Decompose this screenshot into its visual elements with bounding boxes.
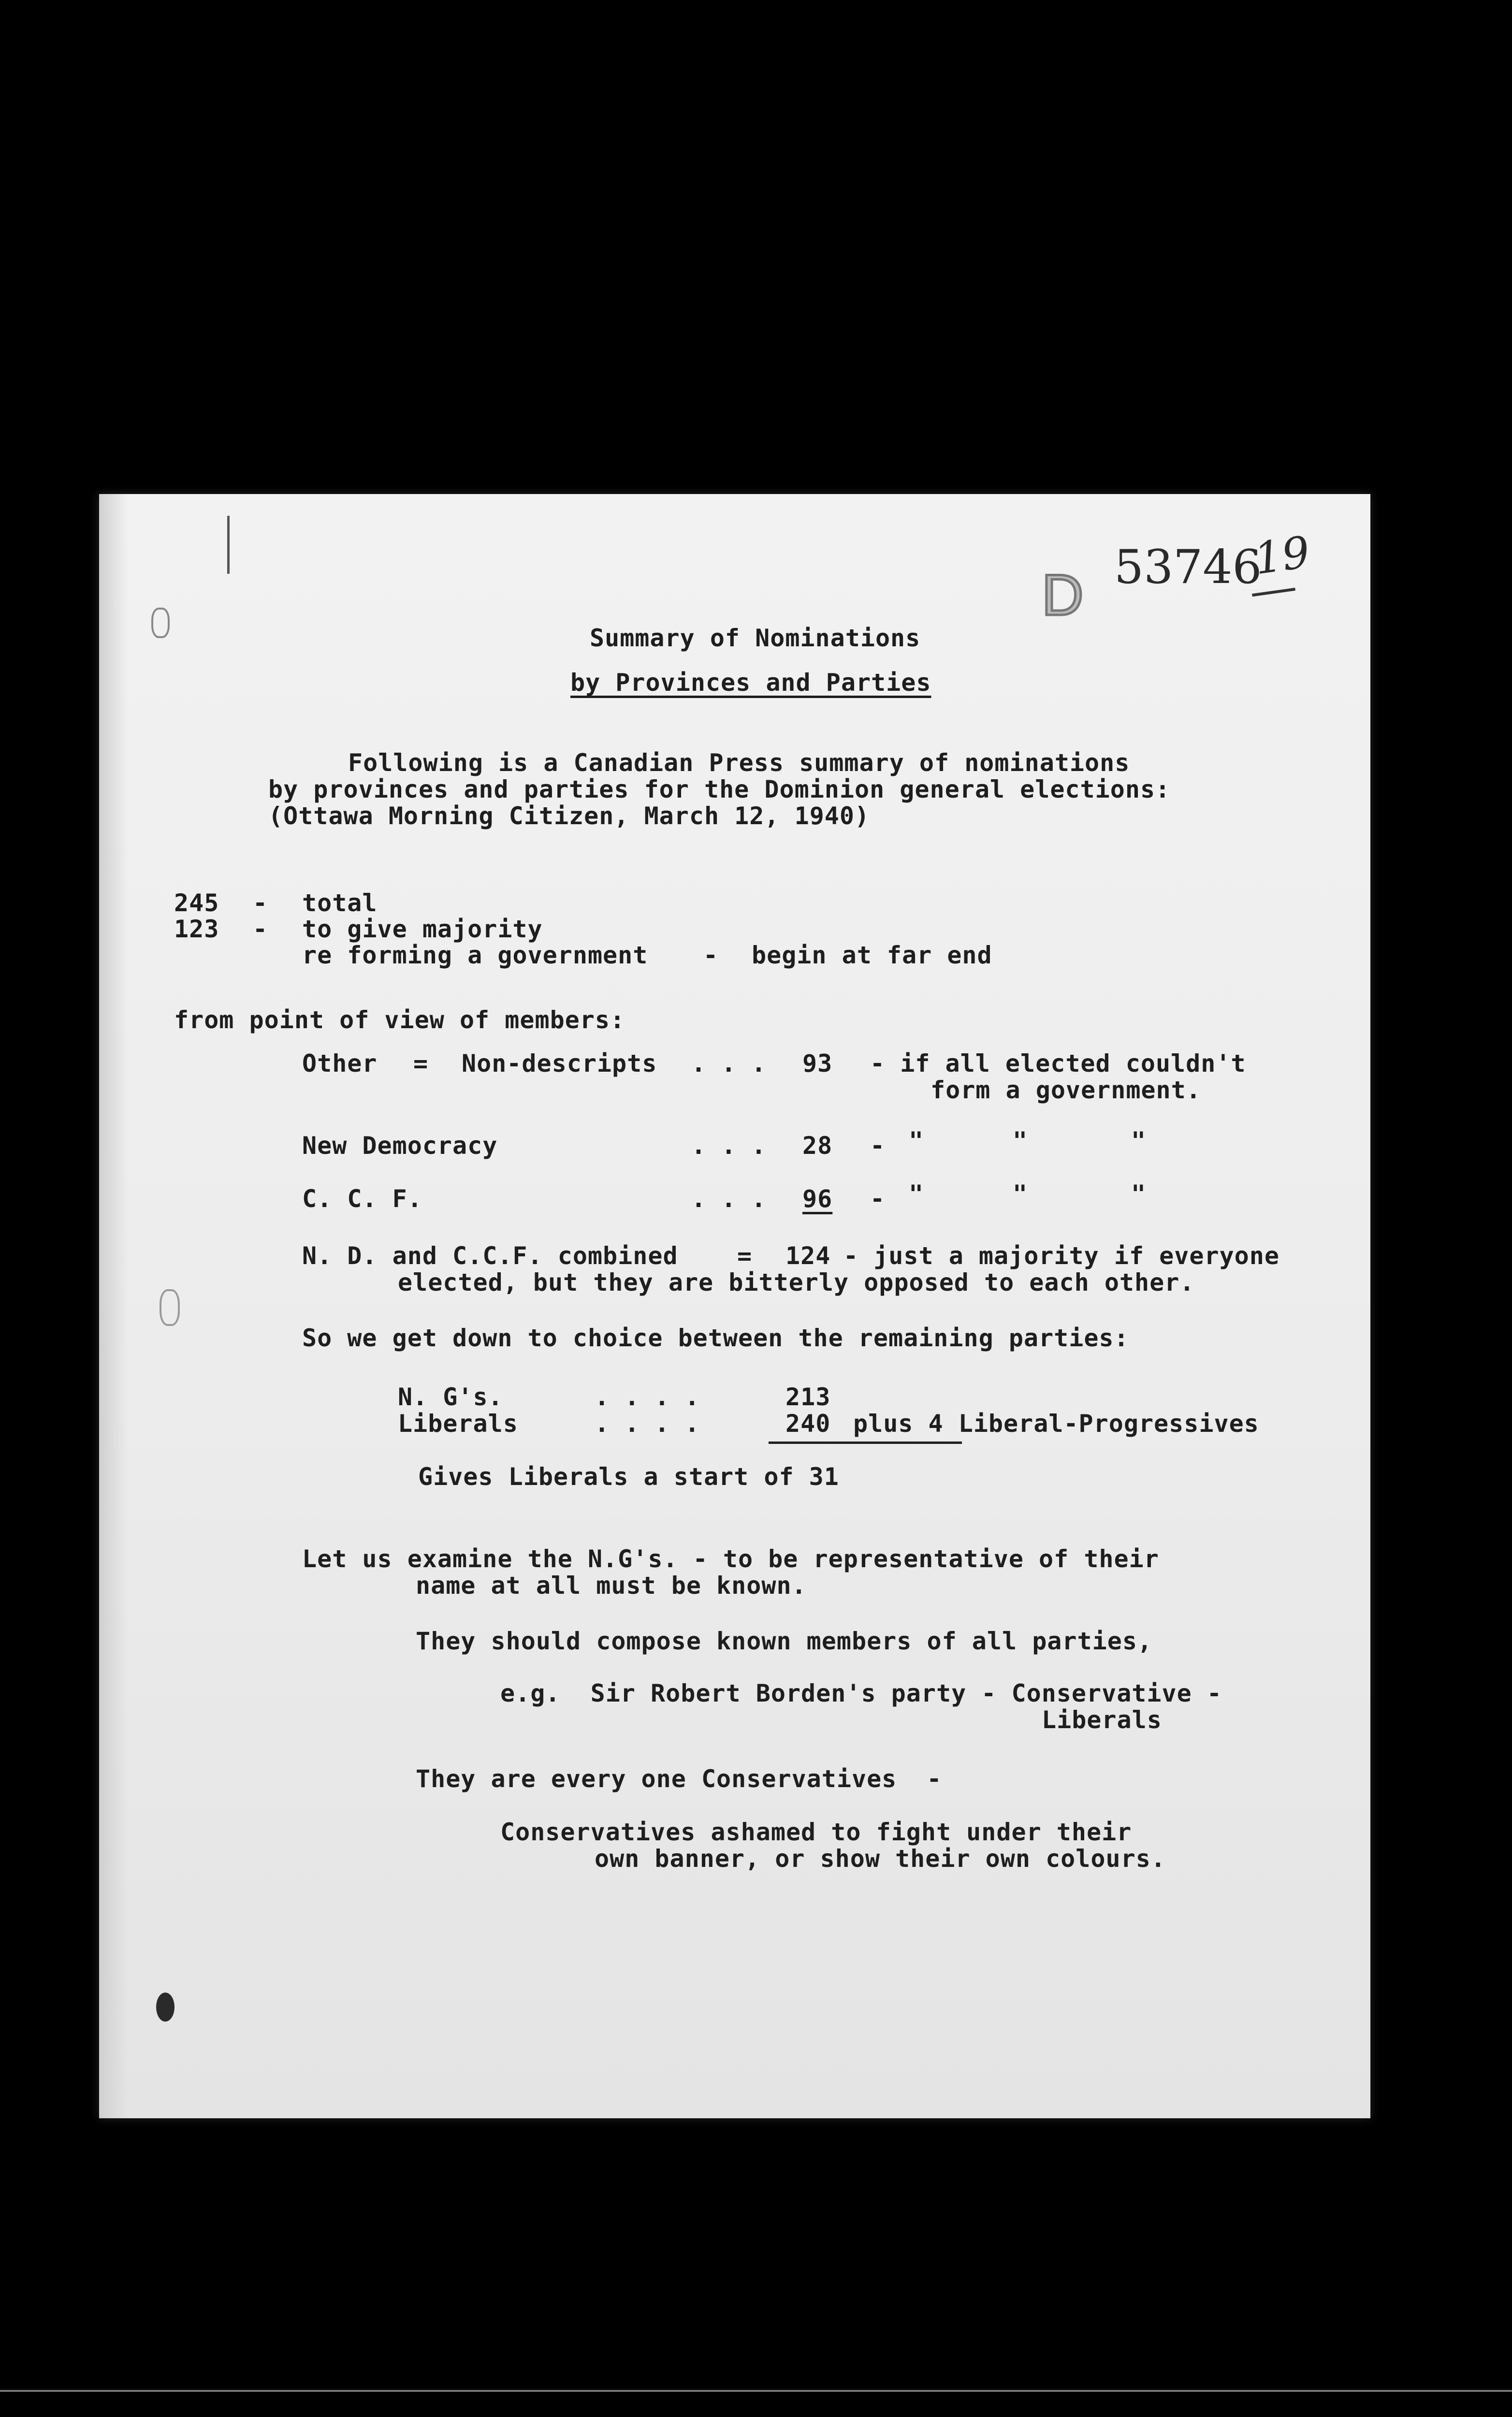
liberals-dots: . . . .	[595, 1410, 700, 1438]
title-line2: by Provinces and Parties	[570, 669, 931, 697]
intro-line1: Following is a Canadian Press summary of nominations	[348, 749, 1130, 777]
title-line1: Summary of Nominations	[590, 624, 921, 652]
intro-line3: (Ottawa Morning Citizen, March 12, 1940)	[268, 802, 870, 830]
forming-right: begin at far end	[752, 941, 992, 969]
ccf-name: C. C. F.	[302, 1185, 422, 1213]
ng-dots: . . . .	[595, 1383, 700, 1411]
nd-ditto-3: "	[1131, 1127, 1147, 1155]
combined-eq: =	[737, 1242, 753, 1270]
majority-num: 123	[174, 915, 219, 943]
punch-hole-middle	[160, 1289, 180, 1326]
ccf-ditto-1: "	[909, 1180, 924, 1208]
nd-count: 28	[802, 1132, 833, 1160]
compose-line: They should compose known members of all parties,	[416, 1627, 1153, 1655]
total-dash: -	[253, 889, 268, 917]
examine-line1: Let us examine the N.G's. - to be representative of their	[302, 1545, 1159, 1573]
ng-name: N. G's.	[398, 1383, 503, 1411]
stamp-letter: D	[1042, 563, 1084, 627]
forming-left: re forming a government	[302, 941, 648, 969]
every-line: They are every one Conservatives -	[416, 1765, 942, 1793]
ccf-dots: . . .	[691, 1185, 767, 1213]
ccf-dash: -	[870, 1185, 886, 1213]
combined-left: N. D. and C.C.F. combined	[302, 1242, 678, 1270]
liberals-extra: plus 4 Liberal-Progressives	[853, 1410, 1259, 1438]
total-num: 245	[174, 889, 219, 917]
combined-line2: elected, but they are bitterly opposed to each other.	[398, 1268, 1195, 1296]
combined-note: - just a majority if everyone	[843, 1242, 1279, 1270]
nd-dots: . . .	[691, 1132, 767, 1160]
combined-count: 124	[785, 1242, 831, 1270]
document-page	[99, 494, 1370, 2118]
other-note2: form a government.	[930, 1076, 1201, 1104]
ashamed-line1: Conservatives ashamed to fight under their	[500, 1818, 1132, 1846]
examine-line2: name at all must be known.	[416, 1572, 807, 1600]
eg-line2: Liberals	[1042, 1706, 1162, 1734]
ng-count: 213	[785, 1383, 831, 1411]
stamp-number: 53746	[1114, 540, 1262, 594]
choice-line: So we get down to choice between the remaining parties:	[302, 1324, 1129, 1352]
liberals-count: 240	[785, 1410, 831, 1438]
ashamed-line2: own banner, or show their own colours.	[595, 1845, 1166, 1873]
punch-hole-top	[151, 608, 170, 638]
other-note: - if all elected couldn't	[870, 1049, 1246, 1077]
start-line: Gives Liberals a start of 31	[418, 1463, 839, 1491]
total-text: total	[302, 889, 378, 917]
other-count: 93	[802, 1049, 833, 1077]
nd-name: New Democracy	[302, 1132, 498, 1160]
other-name: Non-descripts	[462, 1049, 657, 1077]
other-dots: . . .	[691, 1049, 767, 1077]
ccf-ditto-2: "	[1013, 1180, 1028, 1208]
majority-text: to give majority	[302, 915, 543, 943]
ccf-count: 96	[802, 1185, 833, 1213]
eg-line1: e.g. Sir Robert Borden's party - Conservative -	[500, 1679, 1222, 1707]
nd-ditto-1: "	[909, 1127, 924, 1155]
ccf-ditto-3: "	[1131, 1180, 1147, 1208]
nd-dash: -	[870, 1132, 886, 1160]
liberals-name: Liberals	[398, 1410, 518, 1438]
ink-blot	[156, 1993, 174, 2022]
intro-line2: by provinces and parties for the Dominion general elections:	[268, 775, 1171, 803]
forming-dash: -	[703, 941, 719, 969]
liberals-underline	[769, 1441, 962, 1444]
nd-ditto-2: "	[1013, 1127, 1028, 1155]
film-edge	[0, 2390, 1512, 2392]
pov-line: from point of view of members:	[174, 1006, 625, 1034]
margin-mark	[227, 516, 230, 574]
handwritten-folio: 19	[1251, 526, 1313, 585]
other-eq: =	[413, 1049, 429, 1077]
other-label: Other	[302, 1049, 378, 1077]
majority-dash: -	[253, 915, 268, 943]
